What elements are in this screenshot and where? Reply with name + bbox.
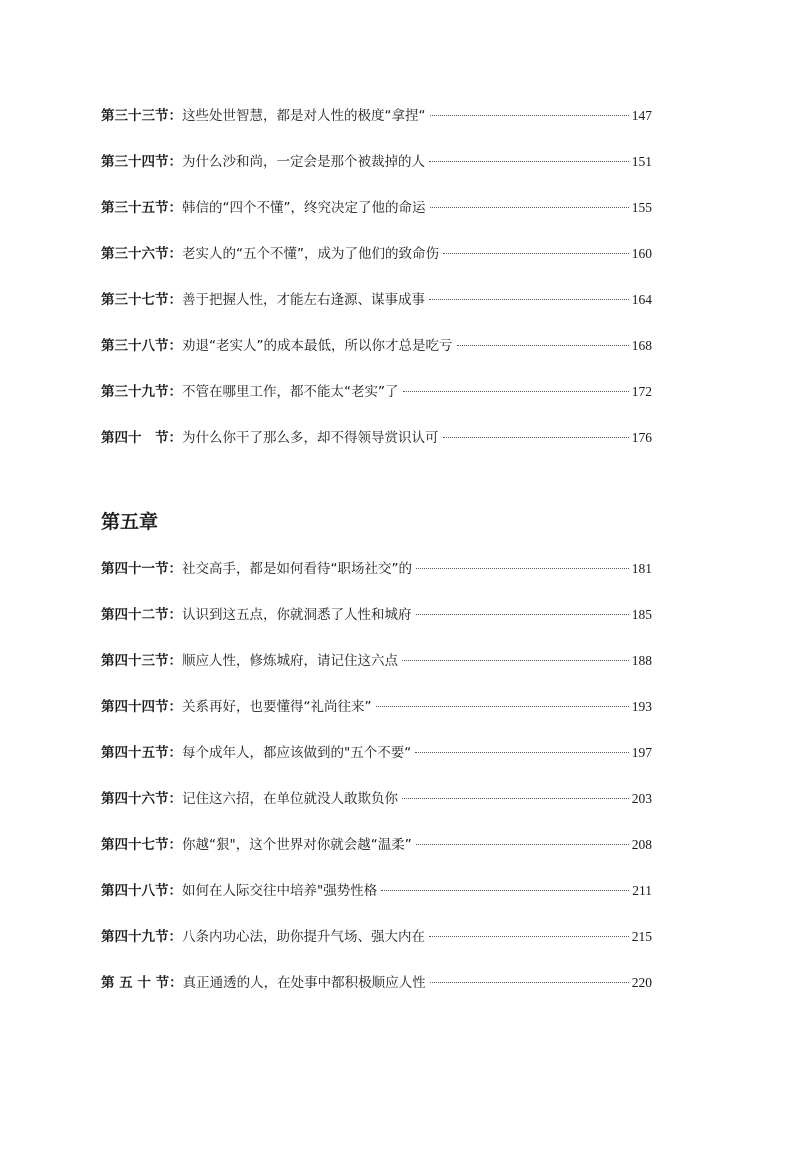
toc-entry-page: 147 <box>631 108 652 123</box>
toc-dot-leader <box>402 798 629 799</box>
toc-entry[interactable] <box>101 153 652 199</box>
toc-entry-label: 第三十四节： <box>101 154 182 170</box>
toc-dot-leader <box>403 391 629 392</box>
toc-entry[interactable] <box>101 974 652 1020</box>
toc-entry-label: 第三十五节： <box>101 200 182 216</box>
toc-dot-leader <box>443 437 629 438</box>
toc-entry-label: 第四十五节： <box>101 745 182 761</box>
toc-entry[interactable] <box>101 429 652 475</box>
toc-entry-title: 为什么你干了那么多，却不得领导赏识认可 <box>182 430 439 446</box>
toc-dot-leader <box>416 568 629 569</box>
toc-section-chapter-four <box>101 107 652 475</box>
toc-dot-leader <box>402 660 629 661</box>
toc-entry-label: 第四十四节： <box>101 699 182 715</box>
toc-entry-page: 211 <box>632 883 652 898</box>
toc-entry[interactable] <box>101 928 652 974</box>
toc-entry-label: 第四十八节： <box>101 883 182 899</box>
toc-entry-page: 151 <box>631 154 652 169</box>
toc-entry-label: 第四十一节： <box>101 561 182 577</box>
toc-entry[interactable] <box>101 744 652 790</box>
toc-entry[interactable] <box>101 560 652 606</box>
toc-entry-page: 203 <box>631 791 652 806</box>
toc-entry-label: 第四十 节： <box>101 430 182 446</box>
toc-entry-title: 八条内功心法，助你提升气场、强大内在 <box>182 929 425 945</box>
toc-dot-leader <box>416 614 629 615</box>
toc-dot-leader <box>457 345 629 346</box>
toc-entry-page: 185 <box>631 607 652 622</box>
toc-entry[interactable] <box>101 337 652 383</box>
toc-entry-page: 208 <box>631 837 652 852</box>
toc-dot-leader <box>430 115 629 116</box>
toc-entry-title: 顺应人性，修炼城府，请记住这六点 <box>182 653 398 669</box>
toc-entry-page: 168 <box>631 338 652 353</box>
toc-entry-label: 第三十六节： <box>101 246 182 262</box>
toc-entry-title: 不管在哪里工作，都不能太“老实”了 <box>182 384 399 400</box>
toc-entry-page: 193 <box>631 699 652 714</box>
toc-dot-leader <box>430 207 629 208</box>
toc-dot-leader <box>429 299 629 300</box>
toc-entry-page: 220 <box>631 975 652 990</box>
toc-entry-page: 176 <box>631 430 652 445</box>
toc-dot-leader <box>376 706 629 707</box>
toc-entry-page: 188 <box>631 653 652 668</box>
toc-entry[interactable] <box>101 698 652 744</box>
toc-entry-page: 160 <box>631 246 652 261</box>
toc-entry[interactable] <box>101 836 652 882</box>
toc-entry-label: 第三十九节： <box>101 384 182 400</box>
toc-entry[interactable] <box>101 245 652 291</box>
toc-entry[interactable] <box>101 199 652 245</box>
toc-entry-title: 老实人的“五个不懂”，成为了他们的致命伤 <box>182 246 439 262</box>
toc-entry-page: 155 <box>631 200 652 215</box>
toc-entry-title: 认识到这五点，你就洞悉了人性和城府 <box>182 607 412 623</box>
toc-entry[interactable] <box>101 652 652 698</box>
toc-dot-leader <box>443 253 629 254</box>
toc-entry-title: 劝退“老实人”的成本最低，所以你才总是吃亏 <box>182 338 453 354</box>
toc-entry-title: 记住这六招，在单位就没人敢欺负你 <box>182 791 398 807</box>
toc-entry-label: 第三十八节： <box>101 338 182 354</box>
toc-entry-page: 181 <box>631 561 652 576</box>
toc-entry-label: 第三十三节： <box>101 108 182 124</box>
toc-entry[interactable] <box>101 383 652 429</box>
toc-dot-leader <box>415 752 629 753</box>
toc-entry-label: 第四十九节： <box>101 929 182 945</box>
toc-entry-label: 第四十二节： <box>101 607 182 623</box>
toc-entry[interactable] <box>101 291 652 337</box>
toc-entry[interactable] <box>101 882 652 928</box>
toc-entry-page: 164 <box>631 292 652 307</box>
toc-entry-title: 善于把握人性，才能左右逢源、谋事成事 <box>182 292 425 308</box>
toc-dot-leader <box>430 982 629 983</box>
toc-entry[interactable] <box>101 606 652 652</box>
toc-entry-label: 第三十七节： <box>101 292 182 308</box>
toc-dot-leader <box>429 161 629 162</box>
toc-entry-title: 你越“狠"，这个世界对你就会越“温柔” <box>182 837 412 853</box>
toc-dot-leader <box>429 936 629 937</box>
toc-entry-page: 215 <box>631 929 652 944</box>
toc-section-chapter-five <box>101 560 652 1020</box>
toc-entry-label: 第四十六节： <box>101 791 182 807</box>
toc-entry-page: 172 <box>631 384 652 399</box>
chapter-heading: 第五章 <box>101 511 159 533</box>
toc-entry-title: 每个成年人，都应该做到的"五个不要“ <box>182 745 412 761</box>
toc-entry-title: 如何在人际交往中培养"强势性格 <box>182 883 378 899</box>
toc-entry[interactable] <box>101 107 652 153</box>
toc-entry-label: 第四十七节： <box>101 837 182 853</box>
toc-dot-leader <box>416 844 629 845</box>
toc-dot-leader <box>381 890 629 891</box>
toc-entry-title: 这些处世智慧，都是对人性的极度“拿捏“ <box>182 108 426 124</box>
toc-entry-title: 真正通透的人，在处事中都积极顺应人性 <box>182 975 426 991</box>
toc-entry-label: 第四十三节： <box>101 653 182 669</box>
toc-entry[interactable] <box>101 790 652 836</box>
toc-entry-title: 为什么沙和尚，一定会是那个被裁掉的人 <box>182 154 425 170</box>
toc-entry-title: 社交高手，都是如何看待“职场社交”的 <box>182 561 412 577</box>
toc-entry-page: 197 <box>631 745 652 760</box>
toc-entry-title: 韩信的“四个不懂”，终究决定了他的命运 <box>182 200 426 216</box>
toc-entry-title: 关系再好，也要懂得“礼尚往来” <box>182 699 372 715</box>
toc-entry-label: 第 五 十 节： <box>101 975 183 991</box>
